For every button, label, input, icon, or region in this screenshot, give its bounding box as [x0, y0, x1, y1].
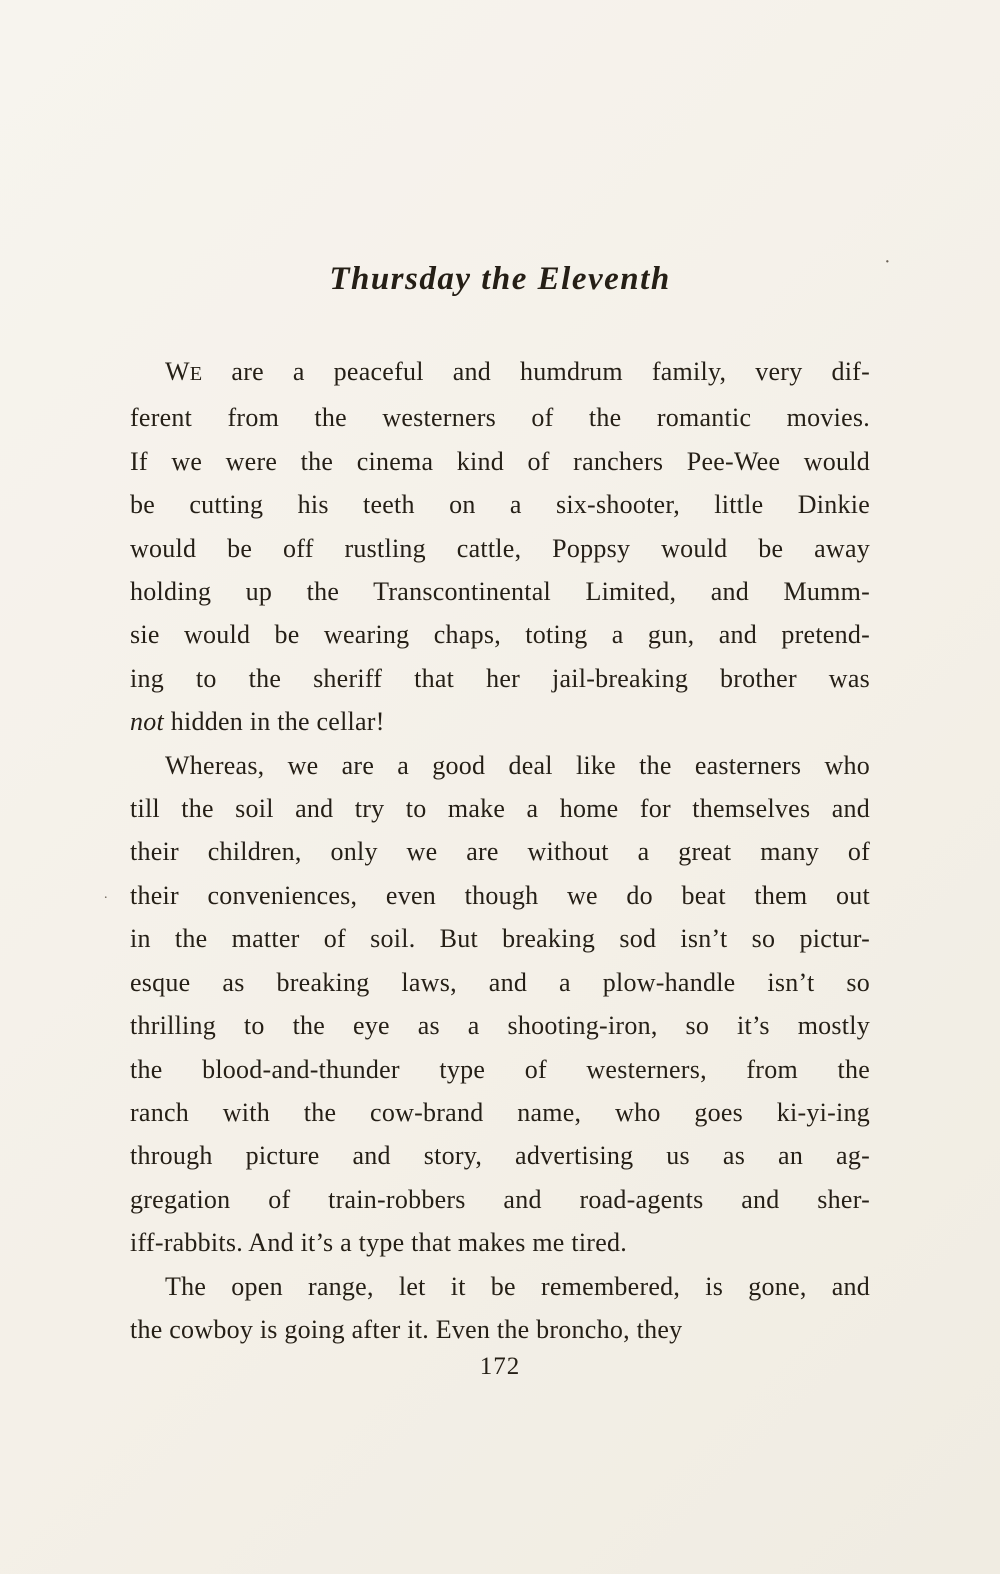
paragraph: [130, 1265, 870, 1352]
text-line: ranch with the cow-brand name, who goes ki-yi-ing: [130, 1097, 870, 1127]
text-line: in the matter of soil. But breaking sod isn’t so pictur-: [130, 924, 870, 954]
text-line: ferent from the westerners of the romantic movies.: [130, 403, 870, 433]
text-line: the blood-and-thunder type of westerners, from the: [130, 1054, 870, 1084]
text-line: sie would be wearing chaps, toting a gun, and pretend-: [130, 620, 870, 650]
text-line: thrilling to the eye as a shooting-iron, so it’s mostly: [130, 1011, 870, 1041]
page-number: 172: [479, 1353, 521, 1381]
text-line: the cowboy is going after it. Even the broncho, they: [130, 1314, 683, 1344]
text-line: would be off rustling cattle, Poppsy would be away: [130, 533, 870, 563]
text-line: be cutting his teeth on a six-shooter, little Dinkie: [130, 490, 870, 520]
page-body: [130, 350, 870, 1351]
scan-artifact: .: [104, 887, 108, 902]
text-line: The open range, let it be remembered, is gone, and: [165, 1271, 870, 1301]
text-line: holding up the Transcontinental Limited, and Mumm-: [130, 577, 870, 607]
text-line: gregation of train-robbers and road-agents and sher-: [130, 1184, 870, 1214]
paragraph: [130, 744, 870, 1265]
text-line: through picture and story, advertising us as an ag-: [130, 1141, 870, 1171]
text-line: their conveniences, even though we do beat them out: [130, 880, 870, 910]
text-line: esque as breaking laws, and a plow-handle isn’t so: [130, 967, 870, 997]
chapter-heading: Thursday the Eleventh: [329, 261, 671, 297]
text-line: WE are a peaceful and humdrum family, very dif-: [165, 357, 870, 386]
text-line: ing to the sheriff that her jail-breaking brother was: [130, 663, 870, 693]
text-line: iff-rabbits. And it’s a type that makes me tired.: [130, 1228, 627, 1258]
text-line: If we were the cinema kind of ranchers Pee-Wee would: [130, 446, 870, 476]
scan-artifact: ·: [884, 251, 891, 273]
text-line: their children, only we are without a great many of: [130, 837, 870, 867]
text-line: till the soil and try to make a home for themselves and: [130, 794, 870, 824]
text-line: not hidden in the cellar!: [130, 707, 385, 737]
text-line: Whereas, we are a good deal like the easterners who: [165, 750, 870, 780]
paragraph: [130, 350, 870, 744]
